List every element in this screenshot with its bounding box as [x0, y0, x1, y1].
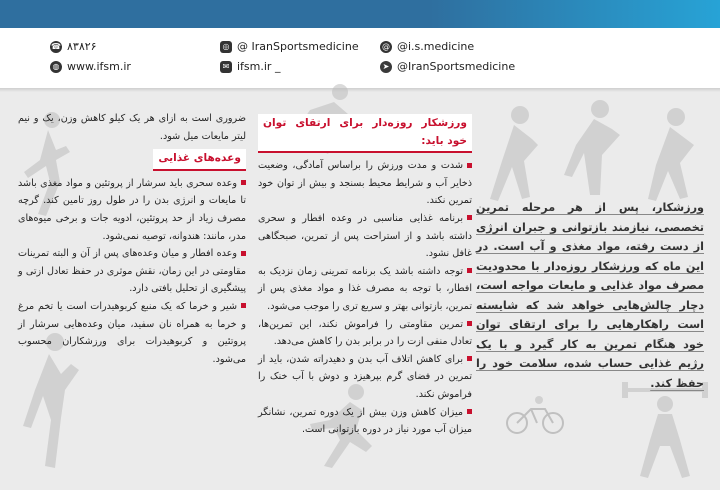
contact-phone-text: ۸۳۸۲۶ [67, 40, 97, 53]
contact-email[interactable] [220, 60, 280, 73]
telegram-icon: ➤ [380, 61, 392, 73]
meals-column [18, 110, 246, 368]
contact-telegram-text[interactable]: @IranSportsmedicine [397, 60, 516, 73]
tip-item: برنامه غذایی مناسبی در وعده افطار و سحری داشته باشد و از استراحت پس از تمرین، صبحگاهی غافل نشود. [258, 210, 472, 263]
cyclist-silhouette-icon [505, 395, 565, 435]
fasting-athlete-tips-column [258, 110, 472, 439]
header-contact-strip [0, 28, 720, 88]
contact-at-text[interactable]: @i.s.medicine [397, 40, 475, 53]
header-accent [430, 0, 720, 28]
contact-website[interactable] [50, 60, 131, 73]
meal-item: وعده افطار و میان وعده‌های پس از آن و البته تمرینات مقاومتی در این زمان، نقش موثری در حفظ تعادل ازتی و پیشگیری از تحلیل بافتی دارد. [18, 245, 246, 298]
tip-item: شدت و مدت ورزش را براساس آمادگی، وضعیت ذخایر آب و شرایط محیط بسنجد و بیش از توان خود تمرین نکند. [258, 157, 472, 210]
tip-item: توجه داشته باشد یک برنامه تمرینی زمان نزدیک به افطار، با توجه به مصرف غذا و مواد مغذی پس از تمرین، بازتوانی بهتر و سریع تری را موجب می‌شود. [258, 263, 472, 316]
tip-item: میزان کاهش وزن بیش از یک دوره تمرین، نشانگر میزان آب مورد نیاز در دوره بازتوانی است. [258, 404, 472, 439]
intro-column [476, 198, 704, 393]
contact-telegram[interactable] [380, 60, 515, 73]
tip-item: برای کاهش اتلاف آب بدن و دهیدراته شدن، باید از تمرین در فضای گرم بپرهیزد و دوش با آب خنک را فراموش نکند. [258, 351, 472, 404]
at-icon: @ [382, 42, 390, 51]
athletes-group-silhouette-icon [480, 95, 710, 205]
contact-instagram-text[interactable]: @ IranSportsmedicine [237, 40, 359, 53]
meals-heading: وعده‌های غذایی [153, 149, 246, 171]
email-icon: ✉ [220, 61, 232, 73]
contact-email-text[interactable]: ifsm.ir _ [237, 60, 281, 73]
contact-website-text[interactable]: www.ifsm.ir [67, 60, 131, 73]
globe-icon: ◍ [50, 61, 62, 73]
fasting-athlete-heading: ورزشکار روزه‌دار برای ارتقای توان خود باید: [258, 114, 472, 153]
intro-paragraph: ورزشکار، پس از هر مرحله تمرین تخصصی، نیازمند بازتوانی و جبران انرژی از دست رفته، مواد مغذی و آب است. در این ماه که ورزشکار روزه‌دار با محدودیت مصرف مواد غذایی و مایعات مواجه است، دچار چالش‌هایی خواهد شد که شایسته است راهکارهایی را برای ارتقای توان خود هنگام تمرین به کار گیرد و با یک رژیم غذایی حساب شده، سلامت خود را حفظ کند. [476, 201, 704, 390]
contact-at[interactable] [380, 40, 474, 53]
contact-phone [50, 40, 97, 53]
contact-instagram[interactable] [220, 40, 359, 53]
weightlifter-silhouette-icon [620, 380, 710, 480]
tip-item: تمرین مقاومتی را فراموش نکند، این تمرین‌ها، تعادل منفی ازت را در برابر بدن را کاهش می‌دهد. [258, 316, 472, 351]
meal-item: شیر و خرما که یک منبع کربوهیدرات است یا تخم مرغ و خرما به همراه نان سفید، میان وعده‌هایی سرشار از پروتئین و کربوهیدرات برای ورزشکاران محسوب می‌شود. [18, 298, 246, 368]
instagram-icon: ◎ [220, 41, 232, 53]
hydration-paragraph: ضروری است به ازای هر یک کیلو کاهش وزن، یک و نیم لیتر مایعات میل شود. [18, 113, 246, 142]
meal-item: وعده سحری باید سرشار از پروتئین و مواد مغذی باشد تا مایعات و انرژی بدن را در طول روز تامین کند. گرچه مصرف زیاد از حد پروتئین، ادویه جات و برخی میوه‌های مدر، مانند: هندوانه، توصیه نمی‌شود. [18, 175, 246, 245]
phone-icon: ☎ [51, 42, 61, 51]
